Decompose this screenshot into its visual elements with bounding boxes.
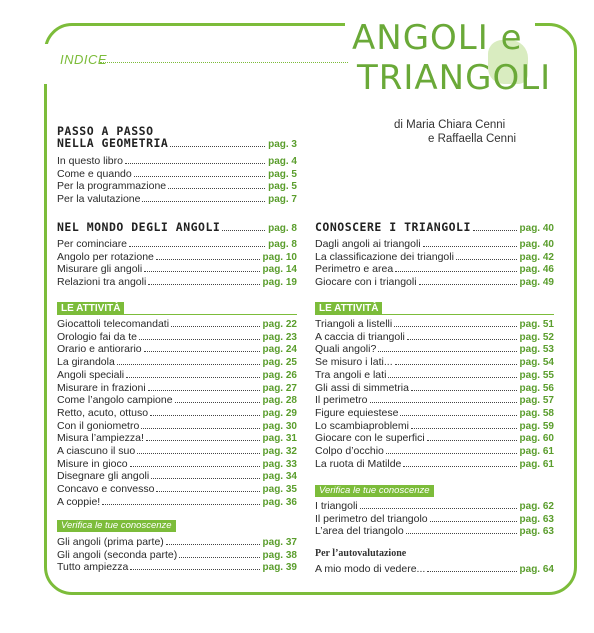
- toc-entry-label: Relazioni tra angoli: [57, 276, 147, 289]
- toc-entry[interactable]: [57, 535, 297, 548]
- toc-entry-page: pag. 63: [519, 513, 554, 525]
- toc-entry-label: A caccia di triangoli: [315, 330, 405, 343]
- dot-leader: [134, 175, 265, 177]
- toc-entry-page: pag. 64: [519, 564, 554, 575]
- frame-gap-left: [40, 44, 52, 84]
- toc-entry-label: Tutto ampiezza: [57, 561, 129, 574]
- dot-leader: [148, 283, 259, 285]
- toc-entry-label: Dagli angoli ai triangoli: [315, 238, 421, 250]
- verifica-badge: Verifica le tue conoscenze: [315, 485, 434, 497]
- toc-entry[interactable]: [57, 250, 297, 263]
- dot-leader: [419, 283, 517, 285]
- dot-leader: [130, 465, 260, 467]
- toc-entry-label: Come e quando: [57, 167, 132, 180]
- dot-leader: [179, 556, 259, 558]
- toc-entry[interactable]: [57, 355, 297, 368]
- toc-conoscere-i-triangoli-page: pag. 40: [519, 223, 554, 234]
- toc-entry-page: pag. 10: [262, 251, 297, 263]
- left-column: [57, 124, 297, 584]
- dot-leader: [125, 162, 265, 164]
- dot-leader: [427, 570, 516, 572]
- dot-leader: [370, 401, 517, 403]
- toc-entry[interactable]: [57, 368, 297, 381]
- toc-nel-mondo-degli-angoli-page: pag. 8: [268, 223, 297, 234]
- toc-nella-geometria-label: NELLA GEOMETRIA: [57, 136, 169, 150]
- toc-nel-mondo-degli-angoli[interactable]: [57, 221, 297, 234]
- toc-entry-page: pag. 24: [262, 344, 297, 356]
- dot-leader: [175, 401, 260, 403]
- toc-entry-label: Concavo e convesso: [57, 483, 155, 496]
- toc-entry-page: pag. 30: [262, 420, 297, 432]
- toc-entry-page: pag. 26: [262, 369, 297, 381]
- toc-entry-label: Disegnare gli angoli: [57, 470, 150, 483]
- verifica-badge: Verifica le tue conoscenze: [57, 520, 176, 532]
- dot-leader: [403, 465, 516, 467]
- dot-leader: [150, 414, 259, 416]
- toc-entry[interactable]: [57, 444, 297, 457]
- toc-entry-page: pag. 8: [268, 239, 297, 250]
- toc-entry-page: pag. 25: [262, 357, 297, 369]
- dot-leader: [400, 414, 516, 416]
- dot-leader: [222, 229, 265, 231]
- toc-entry[interactable]: [57, 154, 297, 167]
- toc-entry-page: pag. 63: [519, 526, 554, 538]
- toc-entry-label: A mio modo di vedere...: [315, 563, 426, 575]
- toc-entry[interactable]: [315, 275, 554, 288]
- toc-entry-label: La classificazione dei triangoli: [315, 250, 454, 263]
- page-title-line2: TRIANGOLI: [357, 58, 552, 98]
- toc-nella-geometria-page: pag. 3: [268, 139, 297, 150]
- toc-entry[interactable]: [57, 262, 297, 275]
- toc-conoscere-i-triangoli-label: CONOSCERE I TRIANGOLI: [315, 220, 471, 234]
- dot-leader: [395, 363, 517, 365]
- dot-leader: [360, 507, 517, 509]
- toc-entry-label: Gli assi di simmetria: [315, 381, 409, 394]
- dot-leader: [144, 270, 259, 272]
- toc-entry-label: Lo scambiaproblemi: [315, 419, 409, 432]
- toc-entry-label: Angolo per rotazione: [57, 250, 154, 263]
- dot-leader: [139, 338, 260, 340]
- toc-entry-label: Giocare con le superfici: [315, 432, 425, 445]
- toc-entry-label: Per la programmazione: [57, 180, 167, 193]
- toc-entry-label: Per la valutazione: [57, 193, 141, 206]
- toc-entry-page: pag. 28: [262, 395, 297, 407]
- toc-entry-page: pag. 61: [519, 446, 554, 457]
- dot-leader: [407, 338, 517, 340]
- toc-entry-page: pag. 56: [519, 382, 554, 394]
- dot-leader: [151, 477, 259, 479]
- toc-entry-page: pag. 61: [519, 458, 554, 470]
- toc-entry-page: pag. 5: [268, 181, 297, 193]
- toc-entry-page: pag. 52: [519, 331, 554, 343]
- toc-entry-label: Triangoli a listelli: [315, 318, 393, 330]
- toc-entry[interactable]: [315, 431, 554, 444]
- toc-entry[interactable]: [57, 192, 297, 205]
- dot-leader: [126, 376, 259, 378]
- toc-entry-label: Se misuro i lati...: [315, 356, 393, 369]
- dot-leader: [430, 520, 517, 522]
- toc-entry-page: pag. 36: [262, 496, 297, 508]
- dot-leader: [171, 325, 259, 327]
- toc-entry-page: pag. 40: [519, 239, 554, 250]
- toc-entry[interactable]: [315, 250, 554, 263]
- toc-entry-label: La ruota di Matilde: [315, 457, 402, 470]
- toc-entry-page: pag. 38: [262, 549, 297, 561]
- authors: [394, 118, 516, 146]
- dot-leader: [456, 258, 517, 260]
- toc-entry-label: Gli angoli (seconda parte): [57, 548, 178, 561]
- toc-entry[interactable]: [315, 237, 554, 250]
- toc-entry-label: Figure equiestese: [315, 406, 399, 419]
- toc-entry-label: Angoli speciali: [57, 368, 125, 381]
- toc-entry-label: Orologio fai da te: [57, 330, 137, 343]
- dot-leader: [386, 452, 517, 454]
- toc-entry-page: pag. 60: [519, 433, 554, 445]
- toc-entry-page: pag. 59: [519, 420, 554, 432]
- toc-entry-page: pag. 27: [262, 382, 297, 394]
- toc-entry-page: pag. 58: [519, 407, 554, 419]
- dot-leader: [166, 543, 260, 545]
- toc-entry[interactable]: [57, 342, 297, 355]
- toc-entry-page: pag. 29: [262, 407, 297, 419]
- toc-entry[interactable]: [57, 381, 297, 394]
- page-title-line1: ANGOLI e: [352, 18, 523, 58]
- toc-entry-label: Tra angoli e lati: [315, 368, 387, 381]
- toc-entry-page: pag. 34: [262, 471, 297, 483]
- toc-entry-page: pag. 55: [519, 369, 554, 381]
- toc-entry-page: pag. 54: [519, 357, 554, 369]
- dot-leader: [129, 245, 265, 247]
- dot-leader: [102, 503, 259, 505]
- dot-leader: [388, 376, 516, 378]
- toc-entry-label: La girandola: [57, 356, 115, 369]
- toc-entry-label: Misurare gli angoli: [57, 263, 143, 276]
- toc-entry-label: Gli angoli (prima parte): [57, 536, 164, 548]
- toc-entry-page: pag. 46: [519, 264, 554, 276]
- dot-leader: [473, 229, 517, 231]
- toc-entry[interactable]: [315, 512, 554, 525]
- toc-entry-page: pag. 62: [519, 501, 554, 512]
- toc-entry-label: Giocattoli telecomandati: [57, 318, 170, 330]
- dot-leader: [411, 389, 517, 391]
- toc-entry-label: Colpo d’occhio: [315, 445, 384, 457]
- authors-line-1: di Maria Chiara Cenni: [394, 119, 506, 131]
- toc-entry[interactable]: [315, 393, 554, 406]
- toc-entry-label: Misurare in frazioni: [57, 381, 146, 394]
- toc-entry-label: Per cominciare: [57, 238, 128, 250]
- toc-entry-label: A coppie!: [57, 495, 101, 508]
- toc-entry[interactable]: [57, 419, 297, 432]
- toc-entry[interactable]: [57, 406, 297, 419]
- toc-entry-page: pag. 39: [262, 562, 297, 574]
- toc-entry-label: Giocare con i triangoli: [315, 276, 417, 289]
- toc-entry[interactable]: [315, 262, 554, 275]
- indice-label: INDICE: [60, 52, 108, 67]
- toc-entry-page: pag. 37: [262, 537, 297, 548]
- toc-entry[interactable]: [315, 381, 554, 394]
- toc-entry[interactable]: [315, 355, 554, 368]
- dot-leader: [117, 363, 260, 365]
- toc-entry-label: Il perimetro: [315, 394, 368, 407]
- toc-entry[interactable]: [57, 431, 297, 444]
- toc-entry[interactable]: [315, 317, 554, 330]
- toc-entry[interactable]: [315, 524, 554, 537]
- toc-entry[interactable]: [57, 482, 297, 495]
- toc-entry[interactable]: [315, 444, 554, 457]
- toc-entry[interactable]: [57, 275, 297, 288]
- toc-entry[interactable]: [57, 330, 297, 343]
- toc-entry[interactable]: [315, 419, 554, 432]
- toc-entry-page: pag. 57: [519, 395, 554, 407]
- toc-conoscere-i-triangoli[interactable]: [315, 221, 554, 234]
- dot-leader: [142, 200, 265, 202]
- toc-entry-label: L’area del triangolo: [315, 525, 404, 538]
- toc-entry-label: Con il goniometro: [57, 419, 140, 432]
- toc-entry[interactable]: [315, 330, 554, 343]
- toc-entry[interactable]: [57, 179, 297, 192]
- toc-entry-page: pag. 31: [262, 433, 297, 445]
- dot-leader: [156, 258, 260, 260]
- toc-entry[interactable]: [57, 317, 297, 330]
- dot-leader: [130, 568, 259, 570]
- toc-entry-label: Perimetro e area: [315, 263, 394, 276]
- toc-entry[interactable]: [315, 499, 554, 512]
- dot-leader: [411, 427, 517, 429]
- toc-nella-geometria[interactable]: [57, 137, 297, 150]
- dot-leader: [144, 350, 260, 352]
- section-title-passo-a-passo: PASSO A PASSO: [57, 124, 154, 138]
- dot-leader: [137, 452, 259, 454]
- le-attivita-band: LE ATTIVITÀ: [57, 302, 124, 315]
- toc-entry[interactable]: [315, 368, 554, 381]
- dot-leader: [427, 439, 517, 441]
- toc-entry[interactable]: [57, 495, 297, 508]
- toc-entry[interactable]: [57, 457, 297, 470]
- toc-entry[interactable]: [57, 560, 297, 573]
- toc-entry-label: I triangoli: [315, 500, 358, 512]
- toc-entry[interactable]: [57, 548, 297, 561]
- toc-entry-page: pag. 5: [268, 168, 297, 180]
- authors-line-2: e Raffaella Cenni: [428, 133, 517, 145]
- toc-entry-page: pag. 33: [262, 458, 297, 470]
- indice-dotted-line: [100, 62, 348, 63]
- dot-leader: [146, 439, 260, 441]
- toc-entry[interactable]: [57, 393, 297, 406]
- autovalutazione-heading: Per l’autovalutazione: [315, 548, 407, 559]
- toc-entry-page: pag. 4: [268, 156, 297, 167]
- toc-entry-label: Il perimetro del triangolo: [315, 512, 428, 525]
- toc-entry-page: pag. 14: [262, 264, 297, 276]
- toc-entry-label: In questo libro: [57, 155, 123, 167]
- dot-leader: [170, 145, 265, 147]
- toc-entry-label: Misure in gioco: [57, 457, 128, 470]
- toc-entry[interactable]: [57, 469, 297, 482]
- le-attivita-band: LE ATTIVITÀ: [315, 302, 382, 315]
- toc-entry-page: pag. 22: [262, 319, 297, 330]
- dot-leader: [168, 187, 265, 189]
- toc-entry-page: pag. 53: [519, 344, 554, 356]
- toc-entry-page: pag. 23: [262, 331, 297, 343]
- dot-leader: [395, 270, 516, 272]
- toc-entry-label: Orario e antiorario: [57, 343, 142, 356]
- dot-leader: [394, 325, 516, 327]
- toc-entry-label: Retto, acuto, ottuso: [57, 406, 149, 419]
- dot-leader: [406, 532, 517, 534]
- dot-leader: [148, 389, 260, 391]
- toc-entry[interactable]: [57, 237, 297, 250]
- dot-leader: [378, 350, 516, 352]
- toc-entry-page: pag. 35: [262, 484, 297, 496]
- toc-entry[interactable]: [315, 406, 554, 419]
- dot-leader: [423, 245, 517, 247]
- toc-entry-page: pag. 49: [519, 277, 554, 289]
- toc-entry-label: Quali angoli?: [315, 343, 377, 356]
- toc-entry-page: pag. 19: [262, 277, 297, 289]
- toc-entry-page: pag. 32: [262, 446, 297, 457]
- toc-entry[interactable]: [57, 167, 297, 180]
- toc-entry[interactable]: [315, 562, 554, 575]
- toc-entry-page: pag. 7: [268, 194, 297, 206]
- toc-entry-label: Come l’angolo campione: [57, 394, 173, 407]
- toc-entry-page: pag. 51: [519, 319, 554, 330]
- toc-entry[interactable]: [315, 342, 554, 355]
- dot-leader: [156, 490, 259, 492]
- toc-entry-label: A ciascuno il suo: [57, 445, 136, 457]
- right-column: [315, 220, 554, 580]
- toc-entry-label: Misura l’ampiezza!: [57, 432, 144, 445]
- toc-entry-page: pag. 42: [519, 251, 554, 263]
- toc-entry[interactable]: [315, 457, 554, 470]
- dot-leader: [141, 427, 259, 429]
- toc-nel-mondo-degli-angoli-label: NEL MONDO DEGLI ANGOLI: [57, 220, 221, 234]
